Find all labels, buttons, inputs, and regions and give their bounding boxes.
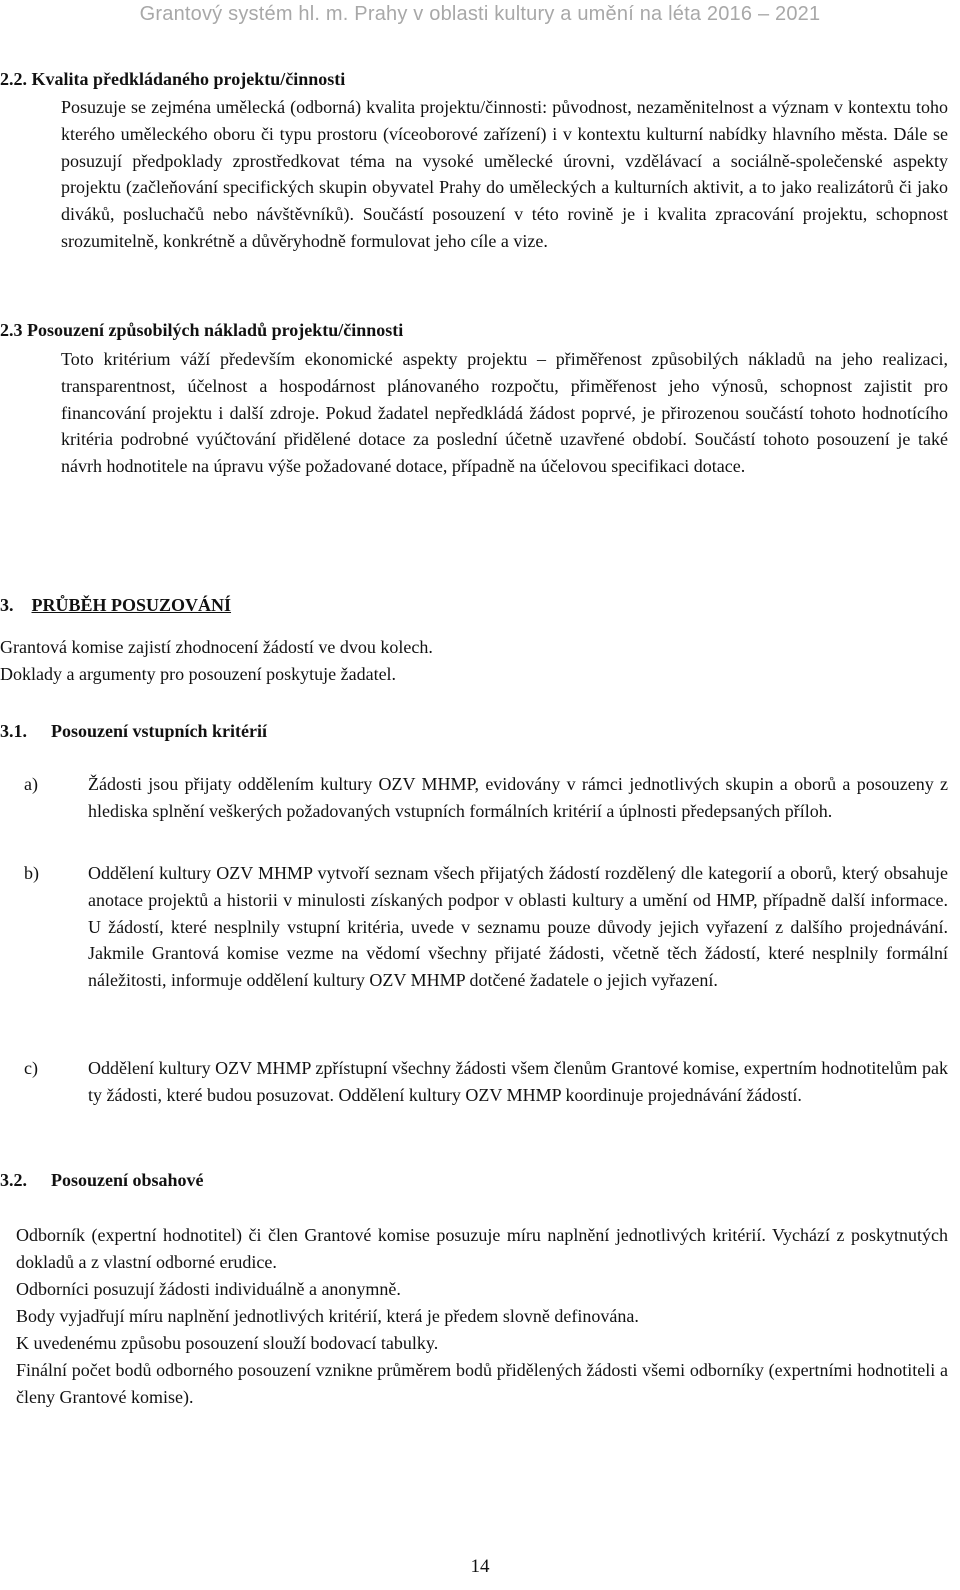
section-2-3-heading: 2.3 Posouzení způsobilých nákladů projektu/činnosti: [0, 320, 404, 340]
list-item: [24, 860, 948, 994]
section-2-2-body: Posuzuje se zejména umělecká (odborná) kvalita projektu/činnosti: původnost, nezaměnitelnost a význam v kontextu toho kterého uměleckého oboru či typu prostoru (víceoborové zařízení) i v kontextu kulturní nabídky hlavního města. Dále se posuzují předpoklady zprostředkovat téma na vysoké umělecké úrovni, vzdělávací a sociálně-společenské aspekty projektu (začleňování specifických skupin obyvatel Prahy do uměleckých a kulturních aktivit, a to jako realizátorů či jako diváků, posluchačů nebo návštěvníků). Součástí posouzení v této rovině je i kvalita zpracování projektu, schopnost srozumitelně, konkrétně a důvěryhodně formulovat jeho cíle a vize.: [61, 97, 948, 251]
list-item-text: Oddělení kultury OZV MHMP zpřístupní všechny žádosti všem členům Grantové komise, expertním hodnotitelům pak ty žádosti, které budou posuzovat. Oddělení kultury OZV MHMP koordinuje projednávání žádostí.: [88, 1058, 948, 1105]
section-2-2-heading: 2.2. Kvalita předkládaného projektu/činnosti: [0, 69, 346, 89]
section-3-1-title: Posouzení vstupních kritérií: [51, 721, 268, 741]
section-3-line-1: Grantová komise zajistí zhodnocení žádostí ve dvou kolech.: [0, 637, 433, 657]
section-3-title: PRŮBĚH POSUZOVÁNÍ: [31, 595, 232, 615]
list-item-text: Žádosti jsou přijaty oddělením kultury OZV MHMP, evidovány v rámci jednotlivých skupin a oborů a posouzeny z hlediska splnění veškerých požadovaných vstupních formálních kritérií a úplnosti předepsaných příloh.: [88, 774, 948, 821]
section-3-2-paragraph-2: Finální počet bodů odborného posouzení vznikne průměrem bodů přidělených žádosti všemi odborníky (expertními hodnotiteli a členy Grantové komise).: [16, 1360, 948, 1407]
section-3-1-number: 3.1.: [0, 721, 27, 741]
section-3-2-number: 3.2.: [0, 1170, 27, 1190]
page-number: 14: [470, 1556, 490, 1577]
section-3-heading: [0, 592, 940, 619]
section-3-2-paragraph-1: Odborník (expertní hodnotitel) či člen Grantové komise posuzuje míru naplnění jednotlivých kritérií. Vychází z poskytnutých dokladů a z vlastní odborné erudice.: [16, 1225, 948, 1272]
section-3-2-heading: [0, 1167, 940, 1194]
list-item-marker: a): [24, 774, 38, 794]
list-item: [24, 771, 948, 825]
section-3-line-2: Doklady a argumenty pro posouzení poskytuje žadatel.: [0, 664, 397, 684]
section-3-2-line-2: Body vyjadřují míru naplnění jednotlivých kritérií, která je předem slovně definována.: [16, 1306, 639, 1326]
list-item: [24, 1055, 948, 1109]
list-item-marker: b): [24, 863, 39, 883]
section-3-2-line-1: Odborníci posuzují žádosti individuálně a anonymně.: [16, 1279, 401, 1299]
section-3-2-title: Posouzení obsahové: [51, 1170, 204, 1190]
section-2-3-body: Toto kritérium váží především ekonomické aspekty projektu – přiměřenost způsobilých nákladů na jeho realizaci, transparentnost, účelnost a hospodárnost plánovaného rozpočtu, přiměřenost jeho výnosů, schopnost zajistit pro financování projektu i další zdroje. Pokud žadatel nepředkládá žádost poprvé, je přirozenou součástí tohoto hodnotícího kritéria podrobné vyúčtování přidělené dotace za poslední účetně uzavřené období. Součástí tohoto posouzení je také návrh hodnotitele na úpravu výše požadované dotace, případně na účelovou specifikaci dotace.: [61, 349, 948, 477]
section-3-1-heading: [0, 718, 940, 745]
section-3-number: 3.: [0, 595, 14, 615]
section-3-2-line-3: K uvedenému způsobu posouzení slouží bodovací tabulky.: [16, 1333, 439, 1353]
list-item-marker: c): [24, 1058, 38, 1078]
list-item-text: Oddělení kultury OZV MHMP vytvoří seznam všech přijatých žádostí rozdělený dle kategorií a oborů, který obsahuje anotace projektů a historii v minulosti získaných podpor v oblasti kultury a umění od HMP, případně další informace. U žádostí, které nesplnily vstupní kritéria, uvede v seznamu pouze důvody jejich vyřazení z dalšího projednávání. Jakmile Grantová komise vezme na vědomí všechny přijaté žádosti, včetně těch žádostí, které nesplnily formální náležitosti, informuje oddělení kultury OZV MHMP dotčené žadatele o jejich vyřazení.: [88, 863, 948, 991]
page-header: Grantový systém hl. m. Prahy v oblasti kultury a umění na léta 2016 – 2021: [139, 3, 821, 25]
